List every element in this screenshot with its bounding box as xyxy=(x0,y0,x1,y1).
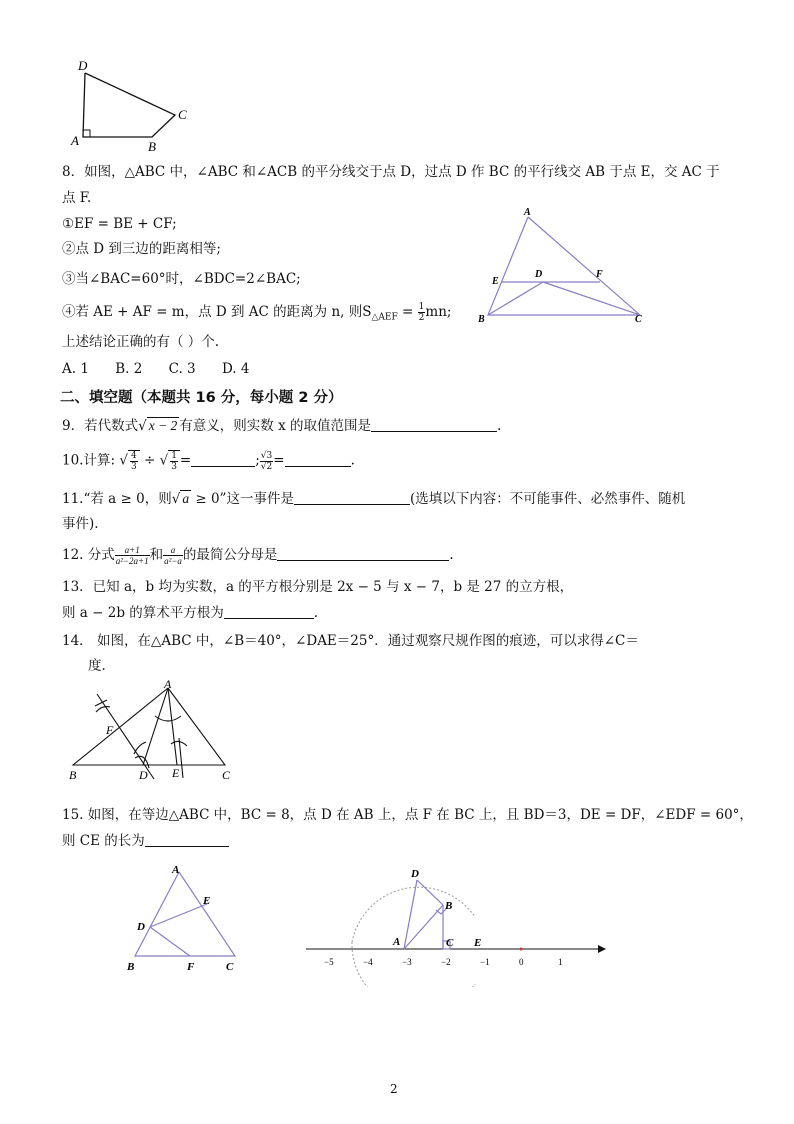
q14-label-E: E xyxy=(172,766,180,780)
q10: 10.计算: √ $\frac{4}{3}$ ÷ √ $\frac{1}{3}$ = ; $\frac{√3}{√2}$ = . xyxy=(62,450,355,472)
nl-label-D: D xyxy=(411,868,419,880)
figure-quadrilateral xyxy=(60,55,200,155)
frac-den: a²−2a+1 xyxy=(115,556,149,566)
q10-sep: ; xyxy=(255,452,260,469)
q11-radicand: a xyxy=(182,491,190,506)
q10-pre: 10.计算: xyxy=(62,452,116,469)
q13-end: . xyxy=(313,605,319,621)
label-A: A xyxy=(71,133,79,148)
q14-label-A: A xyxy=(164,678,172,691)
tick-label: −3 xyxy=(402,957,412,967)
q9: 9．若代数式√ x − 2 有意义，则实数 x 的取值范围是 . xyxy=(62,418,502,434)
q12 xyxy=(62,545,454,566)
q15-answer-blank[interactable] xyxy=(145,832,229,847)
tick-label: −4 xyxy=(363,957,373,967)
q8-ask: 上述结论正确的有（ ）个. xyxy=(62,334,220,350)
frac-num: √3 xyxy=(260,450,273,461)
number-line-figure xyxy=(300,862,610,987)
q8-line1: 8．如图，△ABC 中，∠ABC 和∠ACB 的平分线交于点 D，过点 D 作 BC 的平行线交 AB 于点 E，交 AC 于 xyxy=(62,164,720,180)
q13-line1: 13．已知 a，b 均为实数，a 的平方根分别是 2x − 5 与 x − 7，b 是 27 的立方根， xyxy=(62,579,574,595)
q14-label-F: F xyxy=(106,723,114,737)
q8-label-C: C xyxy=(635,314,642,325)
nl-label-A: A xyxy=(393,936,401,948)
q15-line2 xyxy=(62,832,229,850)
q15-label-B: B xyxy=(127,961,135,973)
q14-line2: 度. xyxy=(88,658,106,674)
q9-end: . xyxy=(497,418,502,434)
q11-line2: 事件). xyxy=(62,516,99,532)
q11-answer-blank[interactable] xyxy=(294,490,410,505)
frac-num: 4 xyxy=(130,451,137,461)
q11-pre: 11.“若 a ≥ 0，则 xyxy=(62,491,172,507)
frac-num: a xyxy=(163,545,183,556)
q8-statement-1: ①EF = BE + CF; xyxy=(62,216,177,232)
q9-pre: 9．若代数式 xyxy=(62,418,139,434)
label-D: D xyxy=(78,58,88,73)
label-B: B xyxy=(148,139,156,154)
q8-statement-4 xyxy=(62,302,451,327)
q15-label-A: A xyxy=(172,864,180,876)
section-heading: 二、填空题（本题共 16 分，每小题 2 分） xyxy=(60,390,343,406)
q15-label-D: D xyxy=(137,921,145,933)
q15-pre: 则 CE 的长为 xyxy=(62,833,145,849)
q8-label-E: E xyxy=(492,276,499,287)
q11-mid: ≥ 0”这一事件是 xyxy=(191,491,294,507)
q8-s4-eq: = xyxy=(397,304,418,320)
q14-label-B: B xyxy=(69,768,77,782)
q12-pre: 12. 分式 xyxy=(62,547,115,563)
q10-frac3 xyxy=(260,451,273,472)
q11-line1: 11.“若 a ≥ 0，则√ a ≥ 0”这一事件是 (选填以下内容：不可能事件、必然事件、随机 xyxy=(62,491,686,507)
q12-frac2 xyxy=(163,545,183,566)
q8-label-B: B xyxy=(478,314,485,325)
q8-figure xyxy=(470,205,660,330)
q8-s4-sub: △AEF xyxy=(371,312,398,323)
option-a: A. 1 xyxy=(62,361,89,377)
q14-figure xyxy=(65,678,245,783)
q12-frac1 xyxy=(115,545,150,566)
q10-frac1 xyxy=(128,450,140,472)
q8-label-D: D xyxy=(535,269,543,280)
tick-label: 0 xyxy=(519,957,524,967)
q8-statement-3: ③当∠BAC=60°时，∠BDC=2∠BAC; xyxy=(62,271,301,287)
frac-den: a²−a xyxy=(164,556,182,566)
q8-s4-pre: ④若 AE + AF = m，点 D 到 AC 的距离为 n, 则S xyxy=(62,304,372,320)
q15-label-F: F xyxy=(187,961,195,973)
q10-frac2 xyxy=(168,450,180,472)
q15-line1: 15. 如图，在等边△ABC 中，BC = 8，点 D 在 AB 上，点 F 在 BC 上，且 BD＝3，DE = DF，∠EDF = 60°， xyxy=(62,807,753,823)
frac-num: a+1 xyxy=(115,545,150,556)
page-number: 2 xyxy=(390,1082,398,1096)
nl-label-E: E xyxy=(474,937,482,949)
q13-line2 xyxy=(62,604,318,622)
q11-post: (选填以下内容：不可能事件、必然事件、随机 xyxy=(409,491,686,507)
nl-label-C: C xyxy=(446,937,454,949)
q12-end: . xyxy=(449,547,454,563)
tick-label: −1 xyxy=(480,957,490,967)
q12-answer-blank[interactable] xyxy=(277,546,449,561)
q10-end: . xyxy=(350,452,355,469)
option-c: C. 3 xyxy=(168,361,196,377)
q15-figure xyxy=(120,858,250,978)
tick-label: 1 xyxy=(558,957,563,967)
q13-pre: 则 a − 2b 的算术平方根为 xyxy=(62,605,224,621)
q10-answer2-blank[interactable] xyxy=(285,452,351,467)
q9-radicand: x − 2 xyxy=(148,418,178,433)
q12-and: 和 xyxy=(149,547,164,563)
frac-den: √2 xyxy=(260,461,273,472)
tick-label: −5 xyxy=(324,957,334,967)
nl-label-B: B xyxy=(445,900,453,912)
frac-den: 3 xyxy=(171,462,177,472)
q15-label-C: C xyxy=(226,961,234,973)
q8-label-A: A xyxy=(524,207,531,218)
option-b: B. 2 xyxy=(115,361,143,377)
q10-answer1-blank[interactable] xyxy=(191,452,255,467)
frac-den: 2 xyxy=(418,313,425,323)
q13-answer-blank[interactable] xyxy=(224,604,314,619)
frac-den: 3 xyxy=(130,462,137,472)
q10-eq2: = xyxy=(273,452,285,469)
q8-options xyxy=(62,360,271,378)
frac-num: 1 xyxy=(418,302,425,312)
frac-num: 1 xyxy=(171,451,177,461)
q9-post: 有意义，则实数 x 的取值范围是 xyxy=(179,418,372,434)
q8-statement-2: ②点 D 到三边的距离相等; xyxy=(62,241,221,257)
q8-s4-post: mn; xyxy=(425,304,452,320)
q12-post: 的最简公分母是 xyxy=(182,547,278,563)
q14-label-D: D xyxy=(139,768,148,782)
q10-eq1: = xyxy=(179,452,192,469)
q14-line1: 14． 如图，在△ABC 中，∠B＝40°，∠DAE＝25°．通过观察尺规作图的痕迹，可以求得∠C＝ xyxy=(62,633,639,649)
tick-label: −2 xyxy=(441,957,451,967)
q15-label-E: E xyxy=(203,895,211,907)
number-line-ticks xyxy=(324,957,563,967)
q8-line2: 点 F. xyxy=(62,190,92,206)
q8-label-F: F xyxy=(596,269,603,280)
q9-answer-blank[interactable] xyxy=(371,417,497,432)
option-d: D. 4 xyxy=(221,361,250,377)
q10-div: ÷ xyxy=(143,452,156,469)
label-C: C xyxy=(178,107,187,122)
q14-label-C: C xyxy=(222,768,231,782)
